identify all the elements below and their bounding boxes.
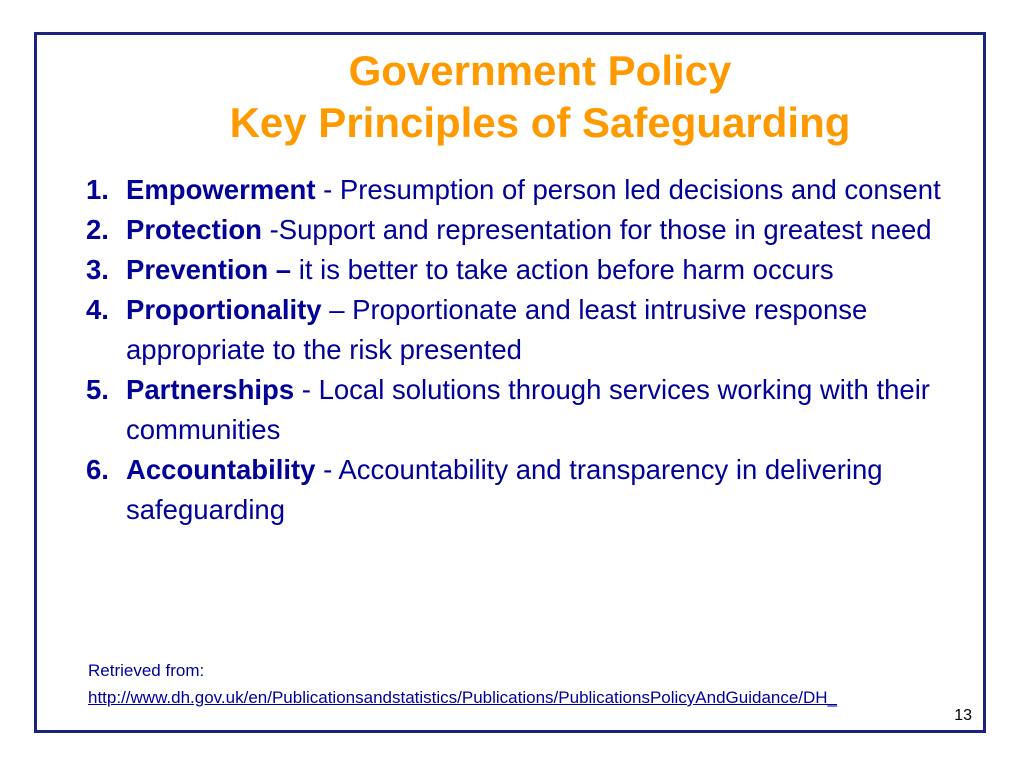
principle-protection — [86, 210, 966, 250]
principle-name: Proportionality — [126, 294, 322, 325]
principle-number: 6. — [86, 454, 109, 485]
principle-description: it is better to take action before harm occurs — [291, 254, 834, 285]
principle-description: - Accountability and transparency in delivering safeguarding — [126, 454, 883, 525]
principle-description: - Local solutions through services working with their communities — [126, 374, 930, 445]
slide-title — [0, 45, 1024, 149]
source-label: Retrieved from: — [88, 661, 205, 680]
principle-description: - Presumption of person led decisions and consent — [315, 174, 941, 205]
principle-accountability — [86, 450, 966, 530]
principle-prevention — [86, 250, 966, 290]
principle-name: Prevention – — [126, 254, 292, 285]
page-number: 13 — [954, 707, 972, 724]
source-citation — [88, 657, 968, 711]
source-link[interactable]: http://www.dh.gov.uk/en/Publicationsandstatistics/Publications/PublicationsPolicyAndGuidance/DH_ — [88, 688, 838, 707]
principle-name: Empowerment — [126, 174, 316, 205]
principle-name: Protection — [126, 214, 262, 245]
principle-name: Accountability — [126, 454, 316, 485]
principle-number: 5. — [86, 374, 109, 405]
principle-proportionality — [86, 290, 966, 370]
principle-number: 3. — [86, 254, 109, 285]
principle-name: Partnerships — [126, 374, 295, 405]
principle-partnerships — [86, 370, 966, 450]
principle-description: – Proportionate and least intrusive response appropriate to the risk presented — [126, 294, 868, 365]
principle-description: -Support and representation for those in greatest need — [261, 214, 932, 245]
principle-number: 2. — [86, 214, 109, 245]
title-line-2: Key Principles of Safeguarding — [229, 99, 851, 146]
principle-number: 4. — [86, 294, 109, 325]
principle-empowerment — [86, 170, 966, 210]
title-line-1: Government Policy — [348, 47, 732, 94]
principle-number: 1. — [86, 174, 109, 205]
principles-list — [86, 170, 966, 530]
